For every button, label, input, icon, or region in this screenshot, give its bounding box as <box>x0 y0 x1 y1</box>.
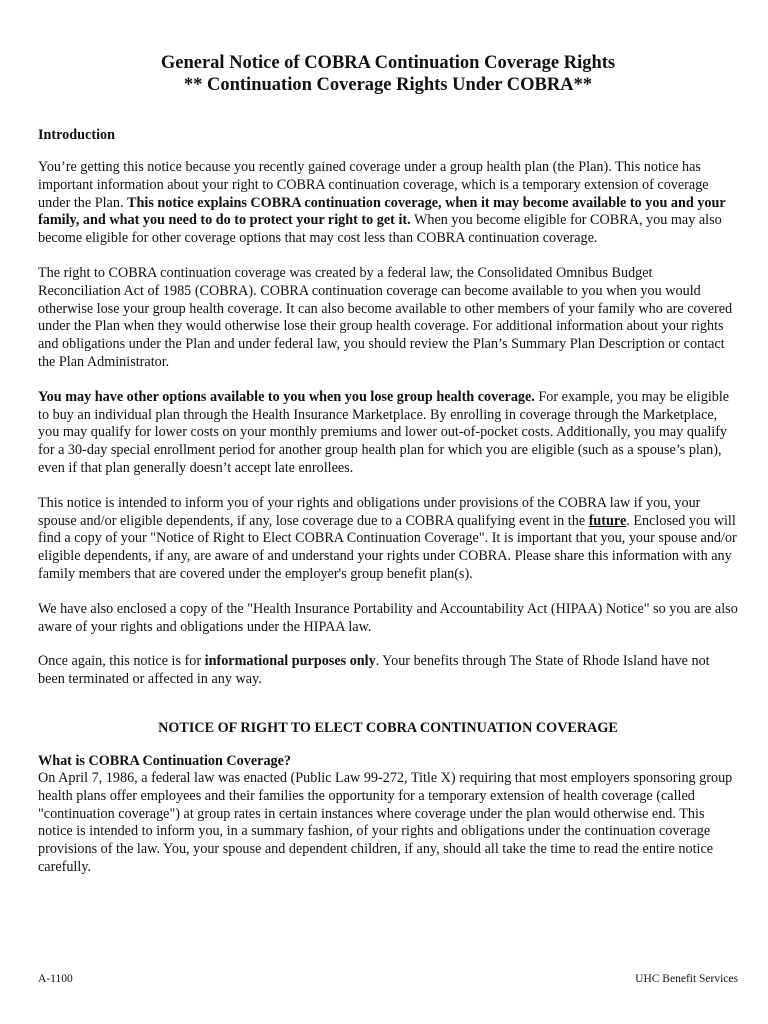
paragraph-cobra-law: The right to COBRA continuation coverage was created by a federal law, the Consolidated Omnibus Budget Reconciliation Act of 1985 (COBRA). COBRA continuation coverage can become available to you when you would otherwise lose your group health coverage. It can also become available to other members of your family who are covered under the Plan when they would otherwise lose their group health coverage. For additional information about your rights and obligations under the Plan and under federal law, you should review the Plan’s Summary Plan Description or contact the Plan Administrator. <box>38 264 733 370</box>
section-heading: NOTICE OF RIGHT TO ELECT COBRA CONTINUATION COVERAGE <box>158 719 618 736</box>
paragraph-intro: You’re getting this notice because you recently gained coverage under a group health plan (the Plan). This notice has important information about your right to COBRA continuation coverage, which is a temporary extension of coverage under the Plan. This notice explains COBRA continuation coverage, when it may become available to you and your family, and what you need to do to protect your right to get it. When you become eligible for COBRA, you may also become eligible for other coverage options that may cost less than COBRA continuation coverage. <box>38 159 726 247</box>
paragraph-what-is-cobra: On April 7, 1986, a federal law was enacted (Public Law 99-272, Title X) requiring that most employers sponsoring group health plans offer employees and their families the opportunity for a temporary extension of health coverage (called "continuation coverage") at group rates in certain instances where coverage under the plan would otherwise end. This notice is intended to inform you, in a summary fashion, of your rights and obligations under the continuation coverage provisions of the law. You, your spouse and dependent children, if any, should all take the time to read the entire notice carefully. <box>38 769 733 875</box>
form-number: A-1100 <box>38 973 73 985</box>
what-is-cobra-heading: What is COBRA Continuation Coverage? <box>38 752 292 769</box>
paragraph-hipaa: We have also enclosed a copy of the "Health Insurance Portability and Accountability Act (HIPAA) Notice" so you are also aware of your rights and obligations under the HIPAA law. <box>38 600 738 635</box>
document-subtitle: ** Continuation Coverage Rights Under COBRA** <box>183 75 593 95</box>
document-title: General Notice of COBRA Continuation Coverage Rights <box>160 53 616 73</box>
paragraph-notice-purpose: This notice is intended to inform you of your rights and obligations under provisions of the COBRA law if you, your spouse and/or eligible dependents, if any, lose coverage due to a COBRA qualifying event in the future. Enclosed you will find a copy of your "Notice of Right to Elect COBRA Continuation Coverage". It is important that you, your spouse and/or eligible dependents, if any, are aware of and understand your rights under COBRA. Please share this information with any family members that are covered under the employer's group benefit plan(s). <box>38 494 737 582</box>
paragraph-informational: Once again, this notice is for informational purposes only. Your benefits through The State of Rhode Island have not been terminated or affected in any way. <box>38 653 710 688</box>
footer-company: UHC Benefit Services <box>635 973 738 985</box>
paragraph-other-options: You may have other options available to you when you lose group health coverage. For example, you may be eligible to buy an individual plan through the Health Insurance Marketplace. By enrolling in coverage through the Marketplace, you may qualify for lower costs on your monthly premiums and lower out-of-pocket costs. Additionally, you may qualify for a 30-day special enrollment period for another group health plan for which you are eligible (such as a spouse’s plan), even if that plan generally doesn’t accept late enrollees. <box>38 388 730 476</box>
introduction-heading: Introduction <box>38 127 115 143</box>
